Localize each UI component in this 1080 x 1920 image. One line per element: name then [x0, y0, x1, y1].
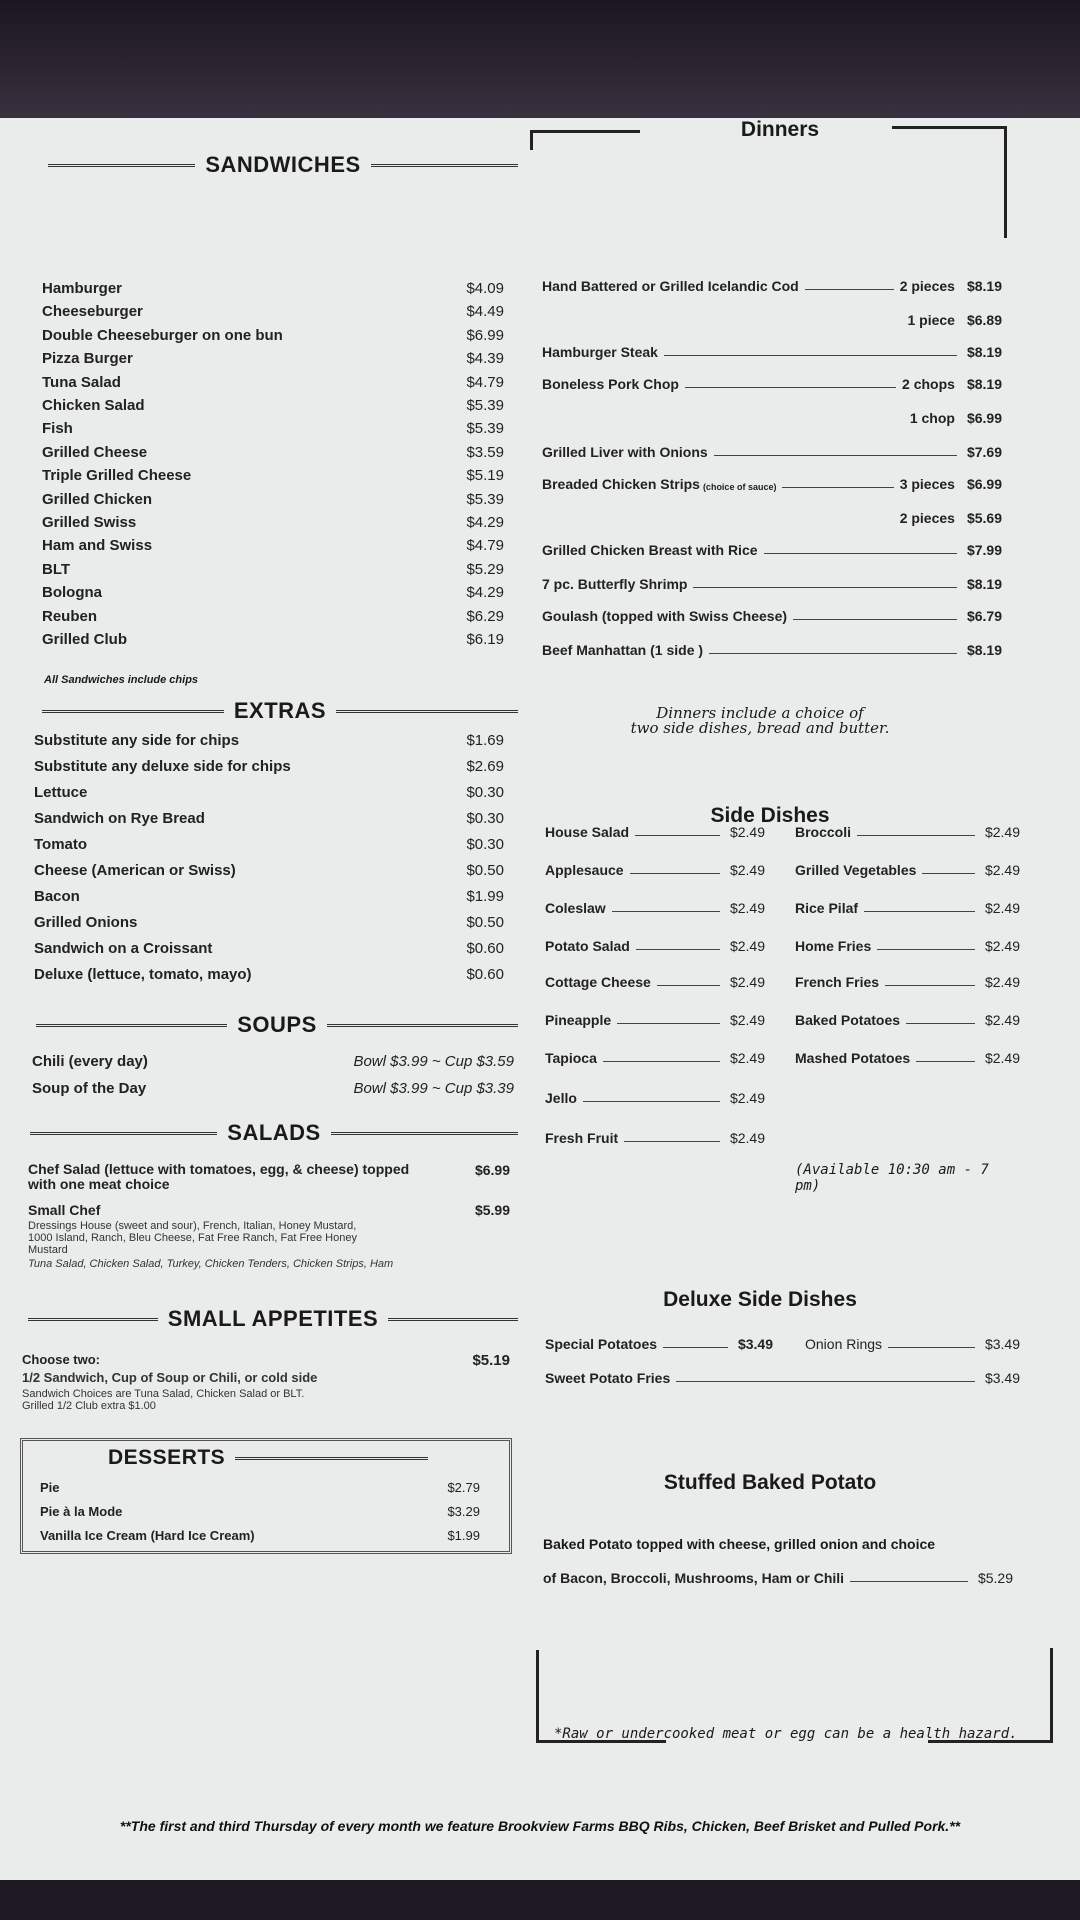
menu-item: Cheeseburger $4.49 [42, 303, 504, 321]
side-item: Jello $2.49 [545, 1090, 765, 1106]
menu-item: Substitute any side for chips $1.69 [34, 732, 504, 749]
side-item: Tapioca $2.49 [545, 1050, 765, 1066]
soups-header [36, 1012, 518, 1038]
dinner-item: 1 piece $6.89 [907, 312, 1002, 328]
sandwiches-title: SANDWICHES [205, 152, 361, 177]
deluxe-item: Onion Rings $3.49 [805, 1336, 1020, 1352]
side-item: House Salad $2.49 [545, 824, 765, 840]
small-appetites-line1: 1/2 Sandwich, Cup of Soup or Chili, or cold side [22, 1370, 318, 1385]
side-item: Applesauce $2.49 [545, 862, 765, 878]
side-item: French Fries $2.49 [795, 974, 1020, 990]
side-item: Home Fries $2.49 [795, 938, 1020, 954]
dinners-title: Dinners [740, 118, 820, 141]
footer-note: **The first and third Thursday of every month we feature Brookview Farms BBQ Ribs, Chicken, Beef Brisket and Pulled Pork.** [119, 1818, 961, 1834]
menu-item: Cheese (American or Swiss) $0.50 [34, 862, 504, 879]
menu-item: Triple Grilled Cheese $5.19 [42, 467, 504, 485]
chef-salad: Chef Salad (lettuce with tomatoes, egg, & cheese) topped with one meat choice $6.99 [28, 1161, 510, 1192]
dinner-item: Goulash (topped with Swiss Cheese) $6.79 [542, 608, 1002, 624]
menu-item: Double Cheeseburger on one bun $6.99 [42, 326, 504, 344]
menu-page [0, 118, 1080, 1880]
menu-item: Grilled Club $6.19 [42, 631, 504, 648]
menu-item: Substitute any deluxe side for chips $2.69 [34, 758, 504, 775]
small-appetites-line3: Grilled 1/2 Club extra $1.00 [22, 1400, 156, 1412]
deluxe-item: Sweet Potato Fries $3.49 [545, 1370, 1020, 1386]
dinner-item: Grilled Liver with Onions $7.69 [542, 444, 1002, 460]
dinners-rule-right [892, 126, 1006, 129]
menu-item: Reuben $6.29 [42, 607, 504, 625]
menu-item: Pie $2.79 [40, 1480, 480, 1495]
soup-item: Chili (every day) Bowl $3.99 ~ Cup $3.59 [32, 1053, 514, 1070]
dressings-text: Dressings House (sweet and sour), French, Italian, Honey Mustard, 1000 Island, Ranch, Bleu Cheese, Fat Free Ranch, Fat Free Honey Mustard [28, 1220, 357, 1256]
side-item: Fresh Fruit $2.49 [545, 1130, 765, 1146]
side-item: Mashed Potatoes $2.49 [795, 1050, 1020, 1066]
deluxe-title: Deluxe Side Dishes [663, 1288, 857, 1311]
desserts-header [108, 1446, 428, 1470]
salads-header [30, 1120, 518, 1146]
side-item: Pineapple $2.49 [545, 1012, 765, 1028]
menu-item: Pizza Burger $4.39 [42, 350, 504, 368]
menu-item: Pie à la Mode $3.29 [40, 1504, 480, 1519]
stuffed-potato-title: Stuffed Baked Potato [663, 1471, 877, 1494]
dinner-item: Hand Battered or Grilled Icelandic Cod 2 pieces $8.19 [542, 278, 1002, 294]
menu-item: Grilled Onions $0.50 [34, 914, 504, 931]
menu-item: Grilled Chicken $5.39 [42, 490, 504, 508]
side-item: Rice Pilaf $2.49 [795, 900, 1020, 916]
side-item: Broccoli $2.49 [795, 824, 1020, 840]
side-item: Grilled Vegetables $2.49 [795, 862, 1020, 878]
small-appetites-title: SMALL APPETITES [167, 1306, 379, 1331]
dinner-item: Grilled Chicken Breast with Rice $7.99 [542, 542, 1002, 558]
meat-choices-text: Tuna Salad, Chicken Salad, Turkey, Chicken Tenders, Chicken Strips, Ham [28, 1258, 394, 1270]
dinner-item: Hamburger Steak $8.19 [542, 344, 1002, 360]
dinner-item: Boneless Pork Chop 2 chops $8.19 [542, 376, 1002, 392]
soups-title: SOUPS [237, 1012, 317, 1037]
stuffed-line1: Baked Potato topped with cheese, grilled onion and choice [543, 1536, 936, 1552]
side-item: Coleslaw $2.49 [545, 900, 765, 916]
dinner-item: Beef Manhattan (1 side ) $8.19 [542, 642, 1002, 658]
dinners-rule-left [530, 130, 640, 133]
menu-item: Fish $5.39 [42, 420, 504, 438]
side-item: Potato Salad $2.49 [545, 938, 765, 954]
side-item: Cottage Cheese $2.49 [545, 974, 765, 990]
extras-header [42, 698, 518, 724]
sandwiches-header [48, 152, 518, 178]
menu-item: Hamburger $4.09 [42, 280, 504, 297]
menu-item: Chicken Salad $5.39 [42, 397, 504, 414]
menu-item: Tomato $0.30 [34, 836, 504, 853]
small-chef: Small Chef $5.99 [28, 1202, 510, 1218]
menu-item: Vanilla Ice Cream (Hard Ice Cream) $1.99 [40, 1528, 480, 1543]
dinner-item: 7 pc. Butterfly Shrimp $8.19 [542, 576, 1002, 592]
background-top [0, 0, 1080, 125]
small-appetites-header [28, 1306, 518, 1332]
dinners-note: Dinners include a choice of two side dishes, bread and butter. [630, 704, 890, 737]
dinner-item: Breaded Chicken Strips (choice of sauce) 3 pieces $6.99 [542, 476, 1002, 492]
deluxe-item: Special Potatoes $3.49 [545, 1336, 773, 1352]
side-item: Baked Potatoes $2.49 [795, 1012, 1020, 1028]
salads-title: SALADS [227, 1120, 321, 1145]
background-bottom [0, 1880, 1080, 1920]
menu-item: Grilled Swiss $4.29 [42, 514, 504, 531]
menu-item: Ham and Swiss $4.79 [42, 537, 504, 555]
stuffed-line2: of Bacon, Broccoli, Mushrooms, Ham or Chili $5.29 [543, 1570, 1013, 1586]
sandwich-note: All Sandwiches include chips [44, 674, 199, 686]
menu-item: Tuna Salad $4.79 [42, 373, 504, 391]
small-appetites-line2: Sandwich Choices are Tuna Salad, Chicken Salad or BLT. [22, 1388, 305, 1400]
menu-item: Deluxe (lettuce, tomato, mayo) $0.60 [34, 966, 504, 983]
menu-item: Grilled Cheese $3.59 [42, 443, 504, 461]
side-dishes-title: Side Dishes [710, 804, 830, 827]
menu-item: BLT $5.29 [42, 560, 504, 578]
menu-item: Bologna $4.29 [42, 584, 504, 602]
dinner-item: 1 chop $6.99 [909, 410, 1002, 426]
small-appetites-choose: Choose two: $5.19 [22, 1352, 510, 1369]
menu-item: Lettuce $0.30 [34, 784, 504, 801]
menu-item: Bacon $1.99 [34, 888, 504, 905]
menu-item: Sandwich on a Croissant $0.60 [34, 940, 504, 957]
health-warning: *Raw or undercooked meat or egg can be a health hazard. [554, 1726, 1018, 1742]
dinner-item: 2 pieces $5.69 [899, 510, 1002, 526]
mashed-availability: (Available 10:30 am - 7 pm) [795, 1162, 989, 1194]
extras-title: EXTRAS [233, 698, 327, 723]
menu-item: Sandwich on Rye Bread $0.30 [34, 810, 504, 827]
desserts-title: DESSERTS [108, 1446, 226, 1469]
soup-item: Soup of the Day Bowl $3.99 ~ Cup $3.39 [32, 1080, 514, 1097]
